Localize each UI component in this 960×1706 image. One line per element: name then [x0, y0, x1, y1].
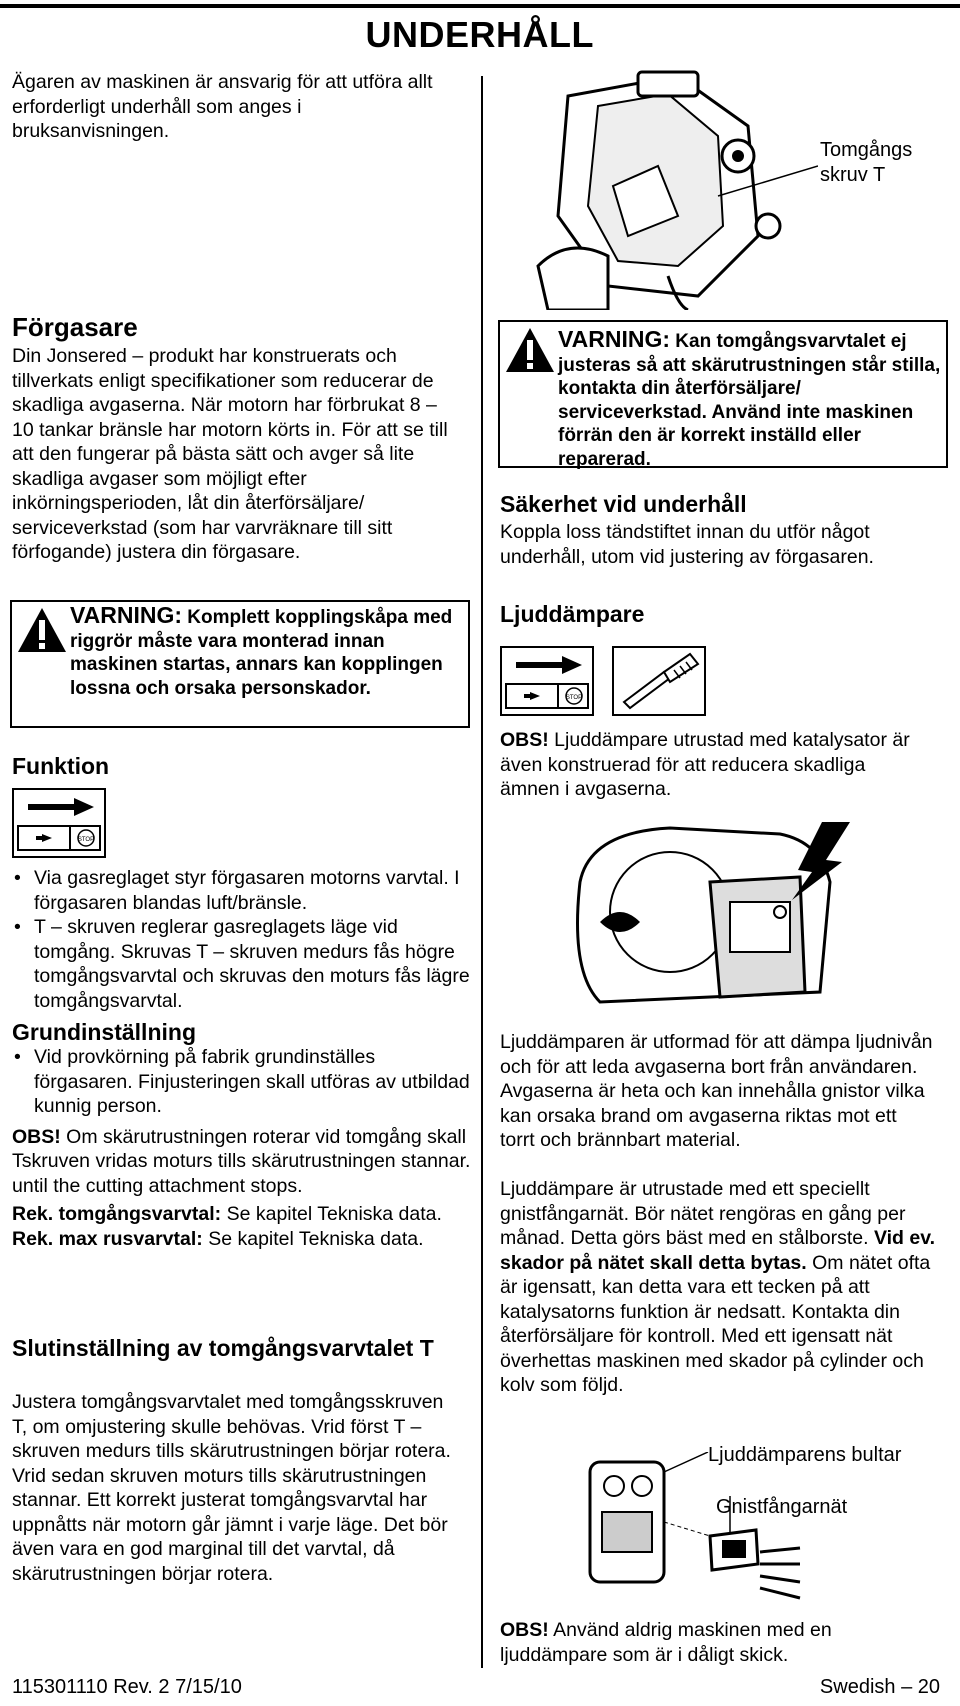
ljud-para1: Ljuddämparen är utformad för att dämpa ljudnivån och för att leda avgaserna bort från användaren. Avgaserna är heta och kan innehålla gnistor vilka kan orsaka brand om avgaserna riktas mot ett torrt och brännbart material. [500, 1031, 933, 1151]
bullet-item: • T – skruven reglerar gasreglagets läge vid tomgång. Skruvas T – skruven medurs fås högre tomgångsvarvtal och skruvas den moturs fås lägre tomgångsvarvtal. [12, 915, 472, 1013]
ljud-heading: Ljuddämpare [500, 601, 645, 627]
label-line: Tomgångs [820, 139, 913, 161]
obs-label: OBS! [500, 1619, 549, 1641]
rek-idle-label: Rek. tomgångsvarvtal: [12, 1203, 222, 1225]
warning-label: VARNING: [70, 602, 183, 628]
column-divider [481, 76, 483, 1668]
carburetor-illustration [528, 66, 818, 310]
stop-label: STOP [565, 695, 583, 701]
obs-text: Använd aldrig maskinen med en ljuddämpare som är i dåligt skick. [500, 1619, 832, 1666]
obs-label: OBS! [12, 1125, 61, 1148]
ljud-para2 [500, 1177, 936, 1398]
forgasare-heading: Förgasare [12, 312, 138, 342]
muffler-parts-image [580, 1452, 820, 1612]
idle-screw-label [820, 138, 912, 188]
engine-muffler-image [560, 822, 890, 1012]
direction-arrow-panel-2 [500, 646, 594, 716]
label-line: skruv T [820, 164, 886, 186]
warning-box-clutch [10, 600, 470, 728]
direction-arrow-panel [12, 788, 106, 858]
label-spark-screen: Gnistfångarnät [716, 1496, 848, 1518]
rek-idle [12, 1202, 472, 1227]
grund-section [12, 1045, 472, 1251]
warning-box-idle [498, 320, 948, 468]
para2-text: Ljuddämpare är utrustade med ett speciellt gnistfångarnät. Bör nätet rengöras en gång per månad. Detta görs bäst med en stålborste. [500, 1178, 906, 1249]
brush-panel [612, 646, 706, 716]
arrow-stop-icon [502, 648, 592, 714]
warning-text: Kan tomgångsvarvtalet ej justeras så att skärutrustningen står stilla, kontakta din återförsäljare/ serviceverkstad. Använd inte maskinen förrän den är korrekt inställd eller reparerad. [558, 331, 941, 470]
funktion-bullets [12, 866, 472, 1013]
ljud-obs2 [500, 1618, 930, 1667]
stop-label: STOP [77, 837, 95, 843]
obs-text: Om skärutrustningen roterar vid tomgång skall Tskruven vridas moturs tills skärutrustningen stannar. until the cutting attachment stops. [12, 1125, 471, 1197]
ljud-obs [500, 728, 930, 802]
slut-heading: Slutinställning av tomgångsvarvtalet T [12, 1335, 434, 1361]
bullet-item: • Via gasreglaget styr förgasaren motorns varvtal. I förgasaren blandas luft/bränsle. [12, 866, 472, 915]
wire-brush-icon [614, 648, 704, 714]
muffler-parts-illustration [580, 1452, 820, 1612]
page-title: UNDERHÅLL [365, 14, 594, 55]
carburetor-image [528, 66, 818, 310]
warning-label: VARNING: [558, 326, 671, 352]
rek-idle-text: Se kapitel Tekniska data. [221, 1203, 442, 1225]
arrow-stop-icon [14, 790, 104, 856]
funktion-heading: Funktion [12, 753, 110, 779]
warning-text: Komplett kopplingskåpa med riggrör måste vara monterad innan maskinen startas, annars kan kopplingen lossna och orsaka personskador. [70, 607, 453, 699]
intro-text: Ägaren av maskinen är ansvarig för att utföra allt erforderligt underhåll som anges i bruksanvisningen. [12, 71, 433, 142]
warning-triangle-icon [504, 326, 556, 374]
forgasare-text: Din Jonsered – produkt har konstruerats och tillverkats enligt specifikationer som reducerar de skadliga avgaserna. När motorn har förbrukat 8 – 10 tankar bränsle har motorn körts in. För att se till att den fungerar på bästa sätt och avger så lite skadliga avgaser som möjligt efter inkörningsperioden, låt din återförsäljare/ serviceverkstad (som har varvräknare till sitt förfogande) justera din förgasare. [12, 345, 448, 563]
engine-illustration [560, 822, 890, 1012]
label-bolts: Ljuddämparens bultar [708, 1444, 902, 1466]
grund-heading: Grundinställning [12, 1019, 196, 1045]
para2-bold-text: Vid ev. skador på nätet skall detta bytas. [500, 1227, 936, 1274]
warning-triangle-icon [16, 606, 68, 654]
bullet-item: • Vid provkörning på fabrik grundinställes förgasaren. Finjusteringen skall utföras av utbildad kunnig person. [12, 1045, 472, 1119]
slut-text: Justera tomgångsvarvtalet med tomgångsskruven T, om omjustering skulle behövas. Vrid först T – skruven medurs tills skärutrustningen börjar rotera. Vrid sedan skruven moturs tills skärutrustningen stannar. Ett korrekt justerat tomgångsvarvtal har uppnåtts när motorn går jämnt i varje läge. Det bör även vara en god marginal till det varvtal, då skärutrustningen börjar rotera. [12, 1391, 451, 1585]
sakerhet-text: Koppla loss tändstiftet innan du utför något underhåll, utom vid justering av förgasaren. [500, 521, 874, 568]
footer-page-number: Swedish – 20 [819, 1676, 940, 1698]
rek-max [12, 1227, 472, 1252]
rek-max-label: Rek. max rusvarvtal: [12, 1227, 203, 1250]
rek-max-text: Se kapitel Tekniska data. [202, 1227, 424, 1250]
obs-text: Ljuddämpare utrustad med katalysator är även konstruerad för att reducera skadliga ämnen i avgaserna. [500, 729, 910, 800]
grund-obs [12, 1125, 472, 1199]
header-rule [0, 4, 960, 8]
obs-label: OBS! [500, 729, 549, 751]
sakerhet-heading: Säkerhet vid underhåll [500, 491, 747, 517]
para2-text-end: Om nätet ofta är igensatt, kan detta vara ett tecken på att katalysatorns funktion är nedsatt. Kontakta din återförsäljare för kontroll. Med ett igensatt nät överhettas maskinen med skador på cylinder och kolv som följd. [500, 1251, 931, 1396]
footer-doc-info: 115301110 Rev. 2 7/15/10 [12, 1676, 242, 1698]
